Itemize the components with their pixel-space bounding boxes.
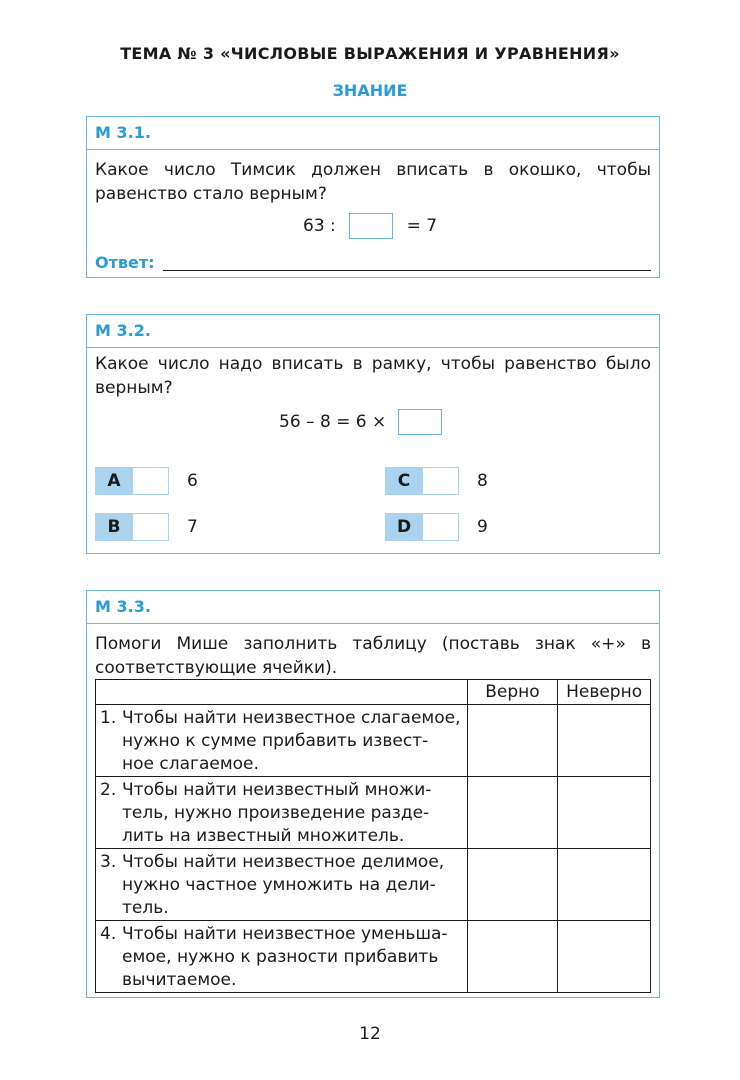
true-cell[interactable] (467, 777, 558, 849)
option-value: 9 (477, 517, 488, 537)
statement-cell (96, 849, 468, 921)
statement-line: нужно частное умножить на дели- (122, 875, 436, 895)
statement-cell (96, 921, 468, 993)
equation (279, 409, 442, 435)
equation-left: 63 : (303, 216, 336, 236)
statement-line: нужно к сумме прибавить извест- (122, 731, 429, 751)
page-title: ТЕМА № 3 «ЧИСЛОВЫЕ ВЫРАЖЕНИЯ И УРАВНЕНИЯ» (120, 44, 620, 63)
option-value: 8 (477, 471, 488, 491)
false-cell[interactable] (558, 921, 651, 993)
statement-number: 1. (100, 708, 117, 728)
task-id: М 3.3. (87, 591, 659, 624)
table-header-statement (96, 680, 468, 705)
option-letter: D (385, 513, 423, 541)
true-cell[interactable] (467, 705, 558, 777)
table-row (96, 849, 651, 921)
task-id: М 3.1. (87, 117, 659, 150)
statement-line: лить на известный множитель. (122, 826, 405, 846)
task-id: М 3.2. (87, 315, 659, 348)
answer-label: Ответ: (95, 253, 155, 272)
statement-line: Чтобы найти неизвестный множи- (122, 780, 432, 800)
option-letter: B (95, 513, 133, 541)
option-letter: C (385, 467, 423, 495)
page-number: 12 (359, 1024, 381, 1044)
option-checkbox[interactable] (133, 467, 169, 495)
false-cell[interactable] (558, 777, 651, 849)
task-3-3 (86, 590, 660, 998)
true-cell[interactable] (467, 921, 558, 993)
task-3-1 (86, 116, 660, 278)
option-checkbox[interactable] (423, 467, 459, 495)
statements-table (95, 679, 651, 993)
true-cell[interactable] (467, 849, 558, 921)
option-b[interactable] (95, 513, 235, 541)
option-value: 7 (187, 517, 198, 537)
equation (303, 213, 437, 239)
false-cell[interactable] (558, 849, 651, 921)
statement-line: емое, нужно к разности прибавить (122, 947, 439, 967)
task-question: Какое число надо вписать в рамку, чтобы равенство было верным? (95, 354, 651, 398)
equation-right: = 7 (406, 216, 438, 236)
option-letter: A (95, 467, 133, 495)
statement-number: 2. (100, 780, 117, 800)
table-row (96, 705, 651, 777)
task-question: Какое число Тимсик должен вписать в окошко, чтобы равенство стало верным? (95, 160, 651, 204)
answer-window[interactable] (349, 213, 393, 239)
statement-line: Чтобы найти неизвестное делимое, (122, 852, 445, 872)
equation-left: 56 – 8 = 6 × (279, 412, 387, 432)
statement-number: 3. (100, 852, 117, 872)
statement-cell (96, 777, 468, 849)
false-cell[interactable] (558, 705, 651, 777)
option-a[interactable] (95, 467, 235, 495)
statement-line: Чтобы найти неизвестное уменьша- (122, 924, 448, 944)
option-checkbox[interactable] (133, 513, 169, 541)
statement-line: ное слагаемое. (122, 754, 259, 774)
statement-line: тель. (122, 898, 169, 918)
statement-number: 4. (100, 924, 117, 944)
table-row (96, 921, 651, 993)
table-header-true: Верно (467, 680, 558, 705)
answer-line[interactable] (163, 251, 651, 271)
table-header-false: Неверно (558, 680, 651, 705)
option-c[interactable] (385, 467, 525, 495)
statement-cell (96, 705, 468, 777)
option-value: 6 (187, 471, 198, 491)
statement-line: тель, нужно произведение разде- (122, 803, 430, 823)
option-checkbox[interactable] (423, 513, 459, 541)
table-row (96, 777, 651, 849)
task-3-2 (86, 314, 660, 554)
statement-line: вычитаемое. (122, 970, 237, 990)
section-title: ЗНАНИЕ (332, 81, 408, 100)
task-question: Помоги Мише заполнить таблицу (поставь знак «+» в соответствующие ячейки). (95, 634, 651, 678)
statement-line: Чтобы найти неизвестное слагаемое, (122, 708, 461, 728)
option-d[interactable] (385, 513, 525, 541)
answer-frame[interactable] (398, 409, 442, 435)
